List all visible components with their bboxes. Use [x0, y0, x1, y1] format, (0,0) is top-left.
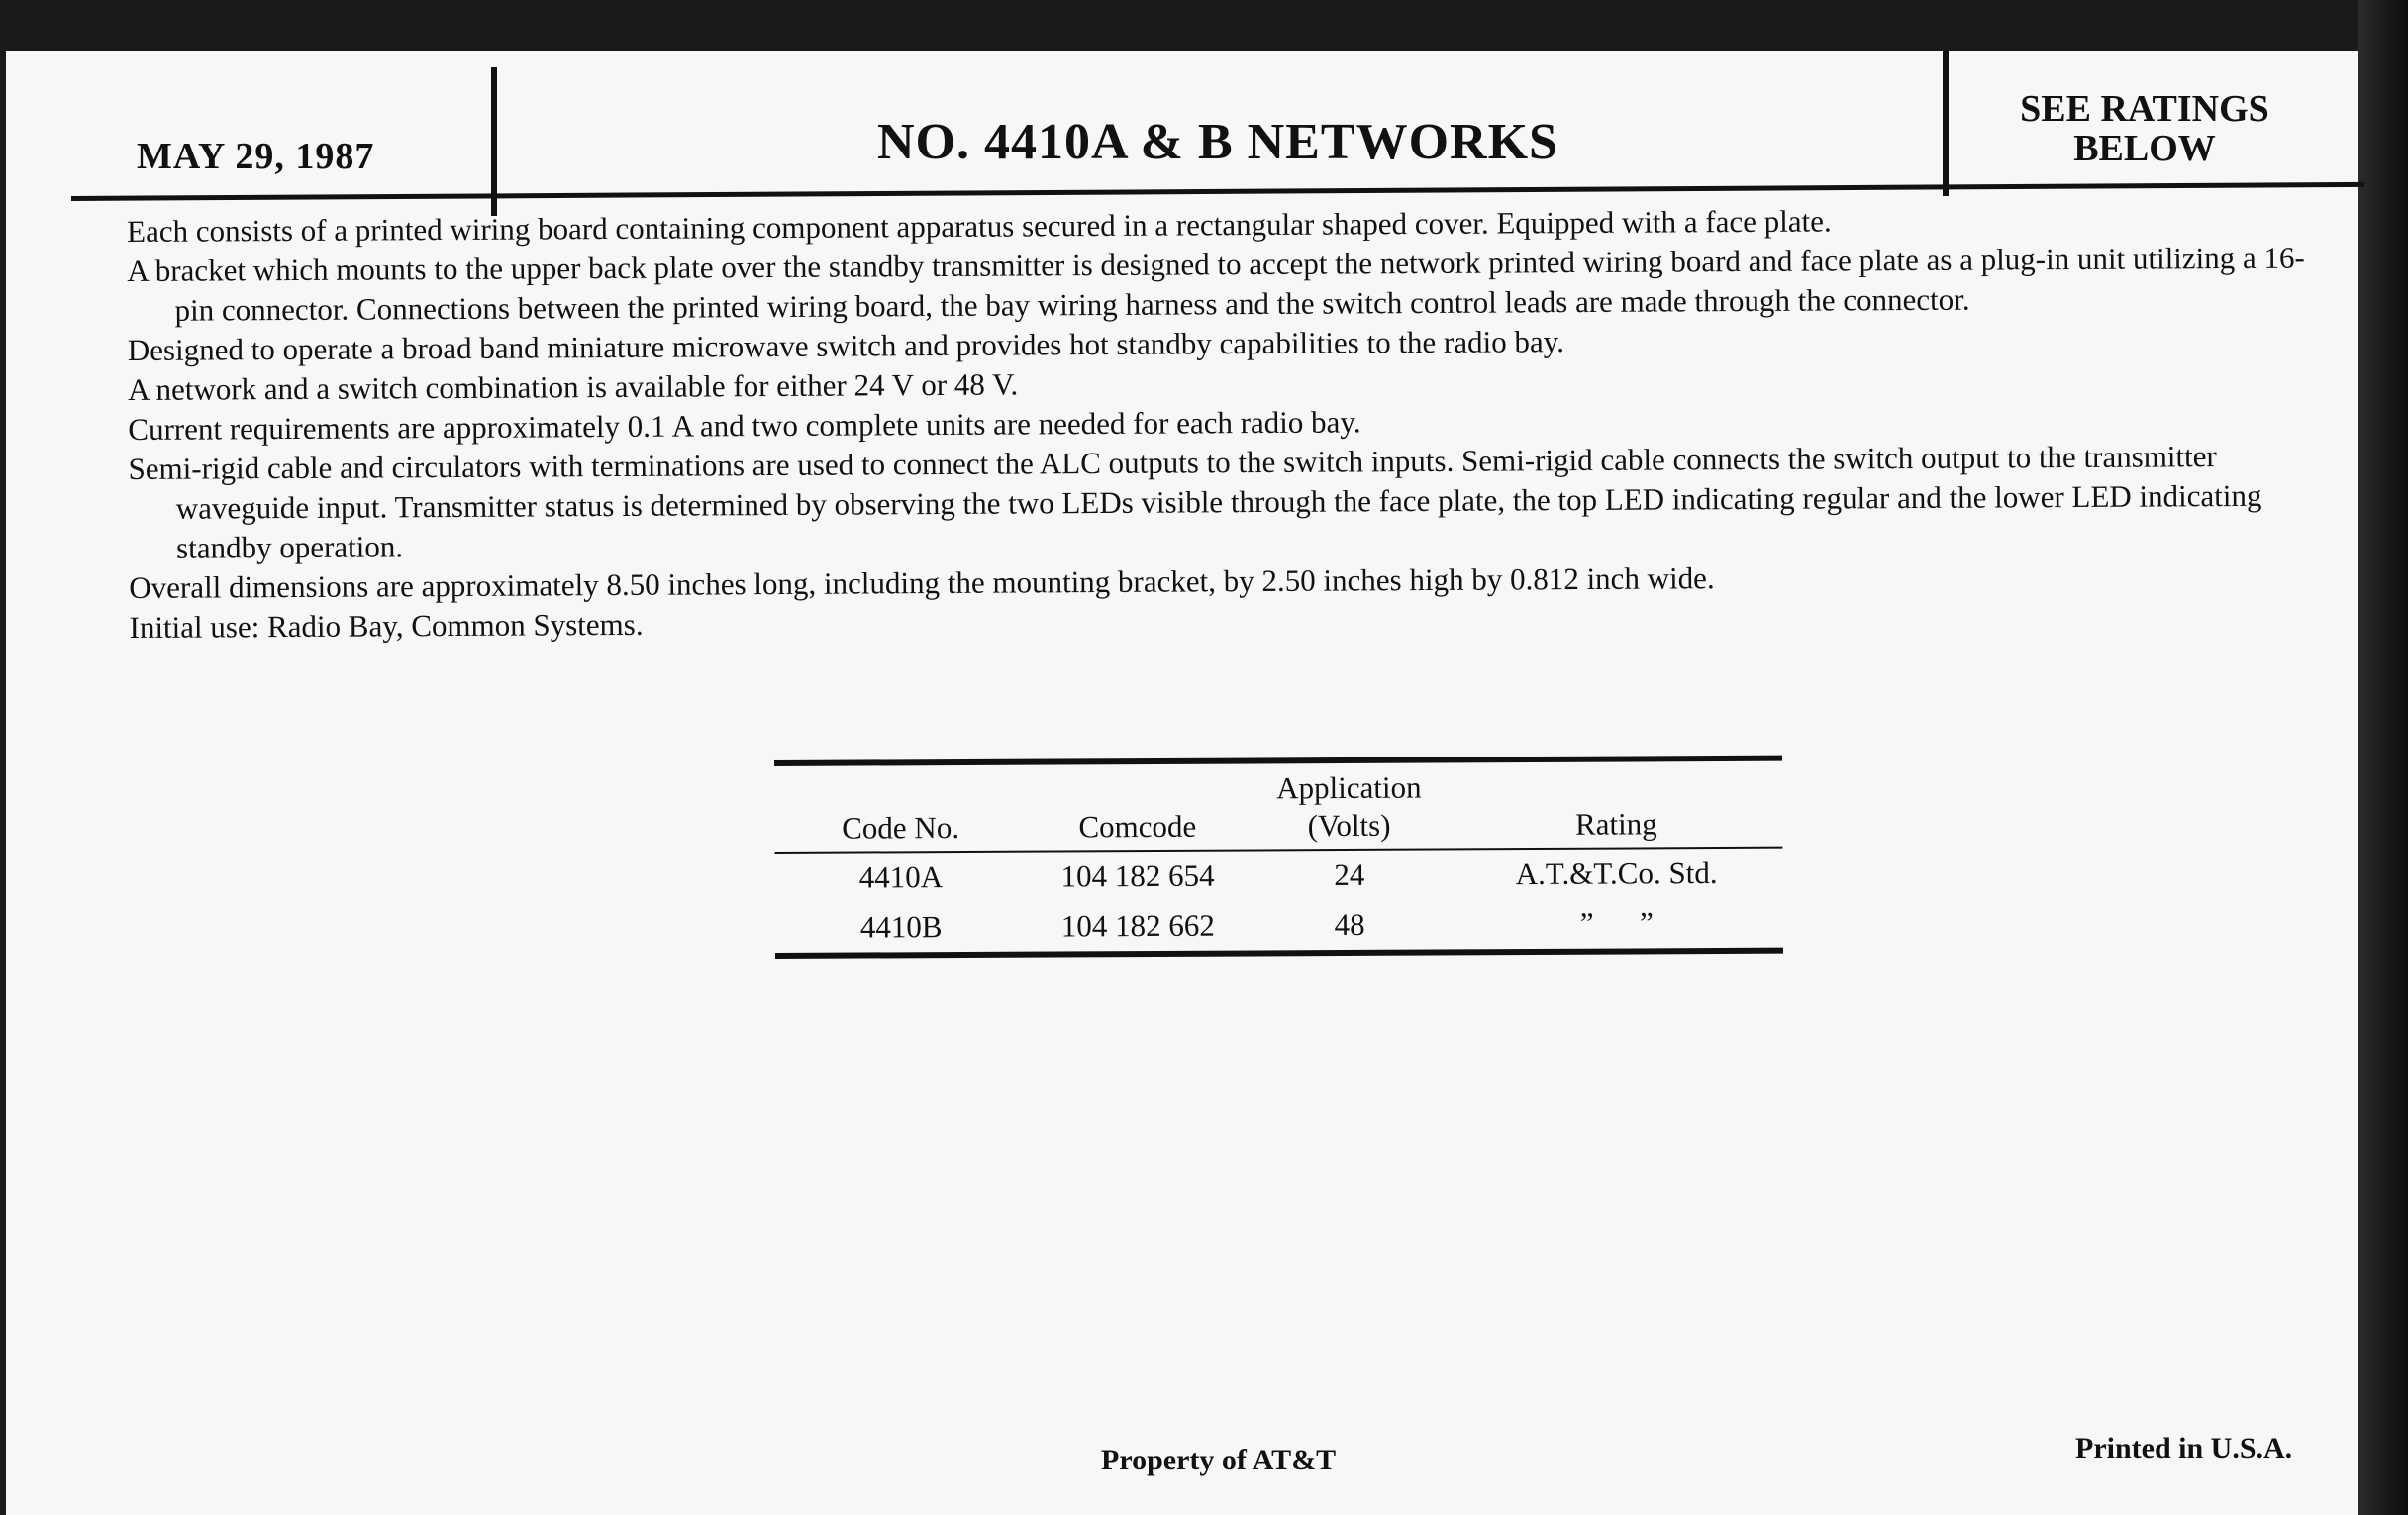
cell-code: 4410A: [858, 859, 944, 895]
ratings-table-grid: [774, 761, 1783, 953]
column-header-application: [1248, 762, 1450, 849]
description-text: [127, 198, 2338, 648]
header-divider: [1943, 51, 1949, 196]
description-paragraph: Overall dimensions are approximately 8.50 inches long, including the mounting bracket, by 2.50 inches high by 0.812 inch wide.: [129, 560, 1715, 605]
ratings-note-line: SEE RATINGS: [2020, 88, 2269, 130]
column-header-comcode: Comcode: [1078, 808, 1197, 845]
ratings-note: [1996, 89, 2293, 168]
table-header-row: [774, 761, 1782, 852]
cell-comcode: 104 182 662: [1060, 907, 1215, 944]
cell-rating: A.T.&T.Co. Std.: [1515, 856, 1718, 892]
property-notice: Property of AT&T: [1101, 1444, 1337, 1476]
cell-code: 4410B: [859, 909, 943, 945]
issue-date: MAY 29, 1987: [137, 136, 375, 177]
printed-notice: Printed in U.S.A.: [2075, 1432, 2293, 1464]
description-paragraph: Designed to operate a broad band miniature microwave switch and provides hot standby capabilities to the radio bay.: [127, 324, 1565, 367]
column-header-application-line: (Volts): [1307, 807, 1391, 844]
ratings-note-line: BELOW: [2073, 128, 2216, 169]
column-header-application-line: Application: [1276, 769, 1422, 806]
column-header-code: Code No.: [842, 810, 960, 846]
description-paragraph: A network and a switch combination is available for either 24 V or 48 V.: [127, 366, 1019, 407]
document-title: NO. 4410A & B NETWORKS: [877, 114, 1558, 170]
column-header-rating: Rating: [1574, 806, 1657, 842]
ratings-table: [774, 756, 1783, 959]
description-paragraph: A bracket which mounts to the upper back plate over the standby transmitter is designed to accept the network printed wiring board and face plate as a plug-in unit utilizing a 16-pin connector. Connections between the printed wiring board, the bay wiring harness and the switch control leads are made through the connector.: [127, 240, 2305, 328]
table-row: [774, 849, 1782, 903]
cell-application: 24: [1334, 857, 1365, 893]
description-paragraph: Semi-rigid cable and circulators with terminations are used to connect the ALC outputs to the switch inputs. Semi-rigid cable connects the switch output to the transmitter waveguide input. Transmitter status is determined by observing the two LEDs visible through the face plate, the top LED indicating regular and the lower LED indicating standby operation.: [128, 439, 2262, 565]
description-paragraph: Current requirements are approximately 0.1 A and two complete units are needed for each radio bay.: [128, 404, 1361, 447]
description-paragraph: Each consists of a printed wiring board containing component apparatus secured in a rectangular shaped cover. Equipped with a face plate.: [127, 203, 1832, 249]
cell-application: 48: [1334, 906, 1365, 943]
cell-rating: ” ”: [1579, 905, 1654, 941]
document-card: [6, 51, 2358, 1515]
description-paragraph: Initial use: Radio Bay, Common Systems.: [129, 606, 644, 645]
background-edge: [2358, 0, 2408, 1515]
table-row: [775, 898, 1783, 953]
cell-comcode: 104 182 654: [1060, 858, 1215, 894]
